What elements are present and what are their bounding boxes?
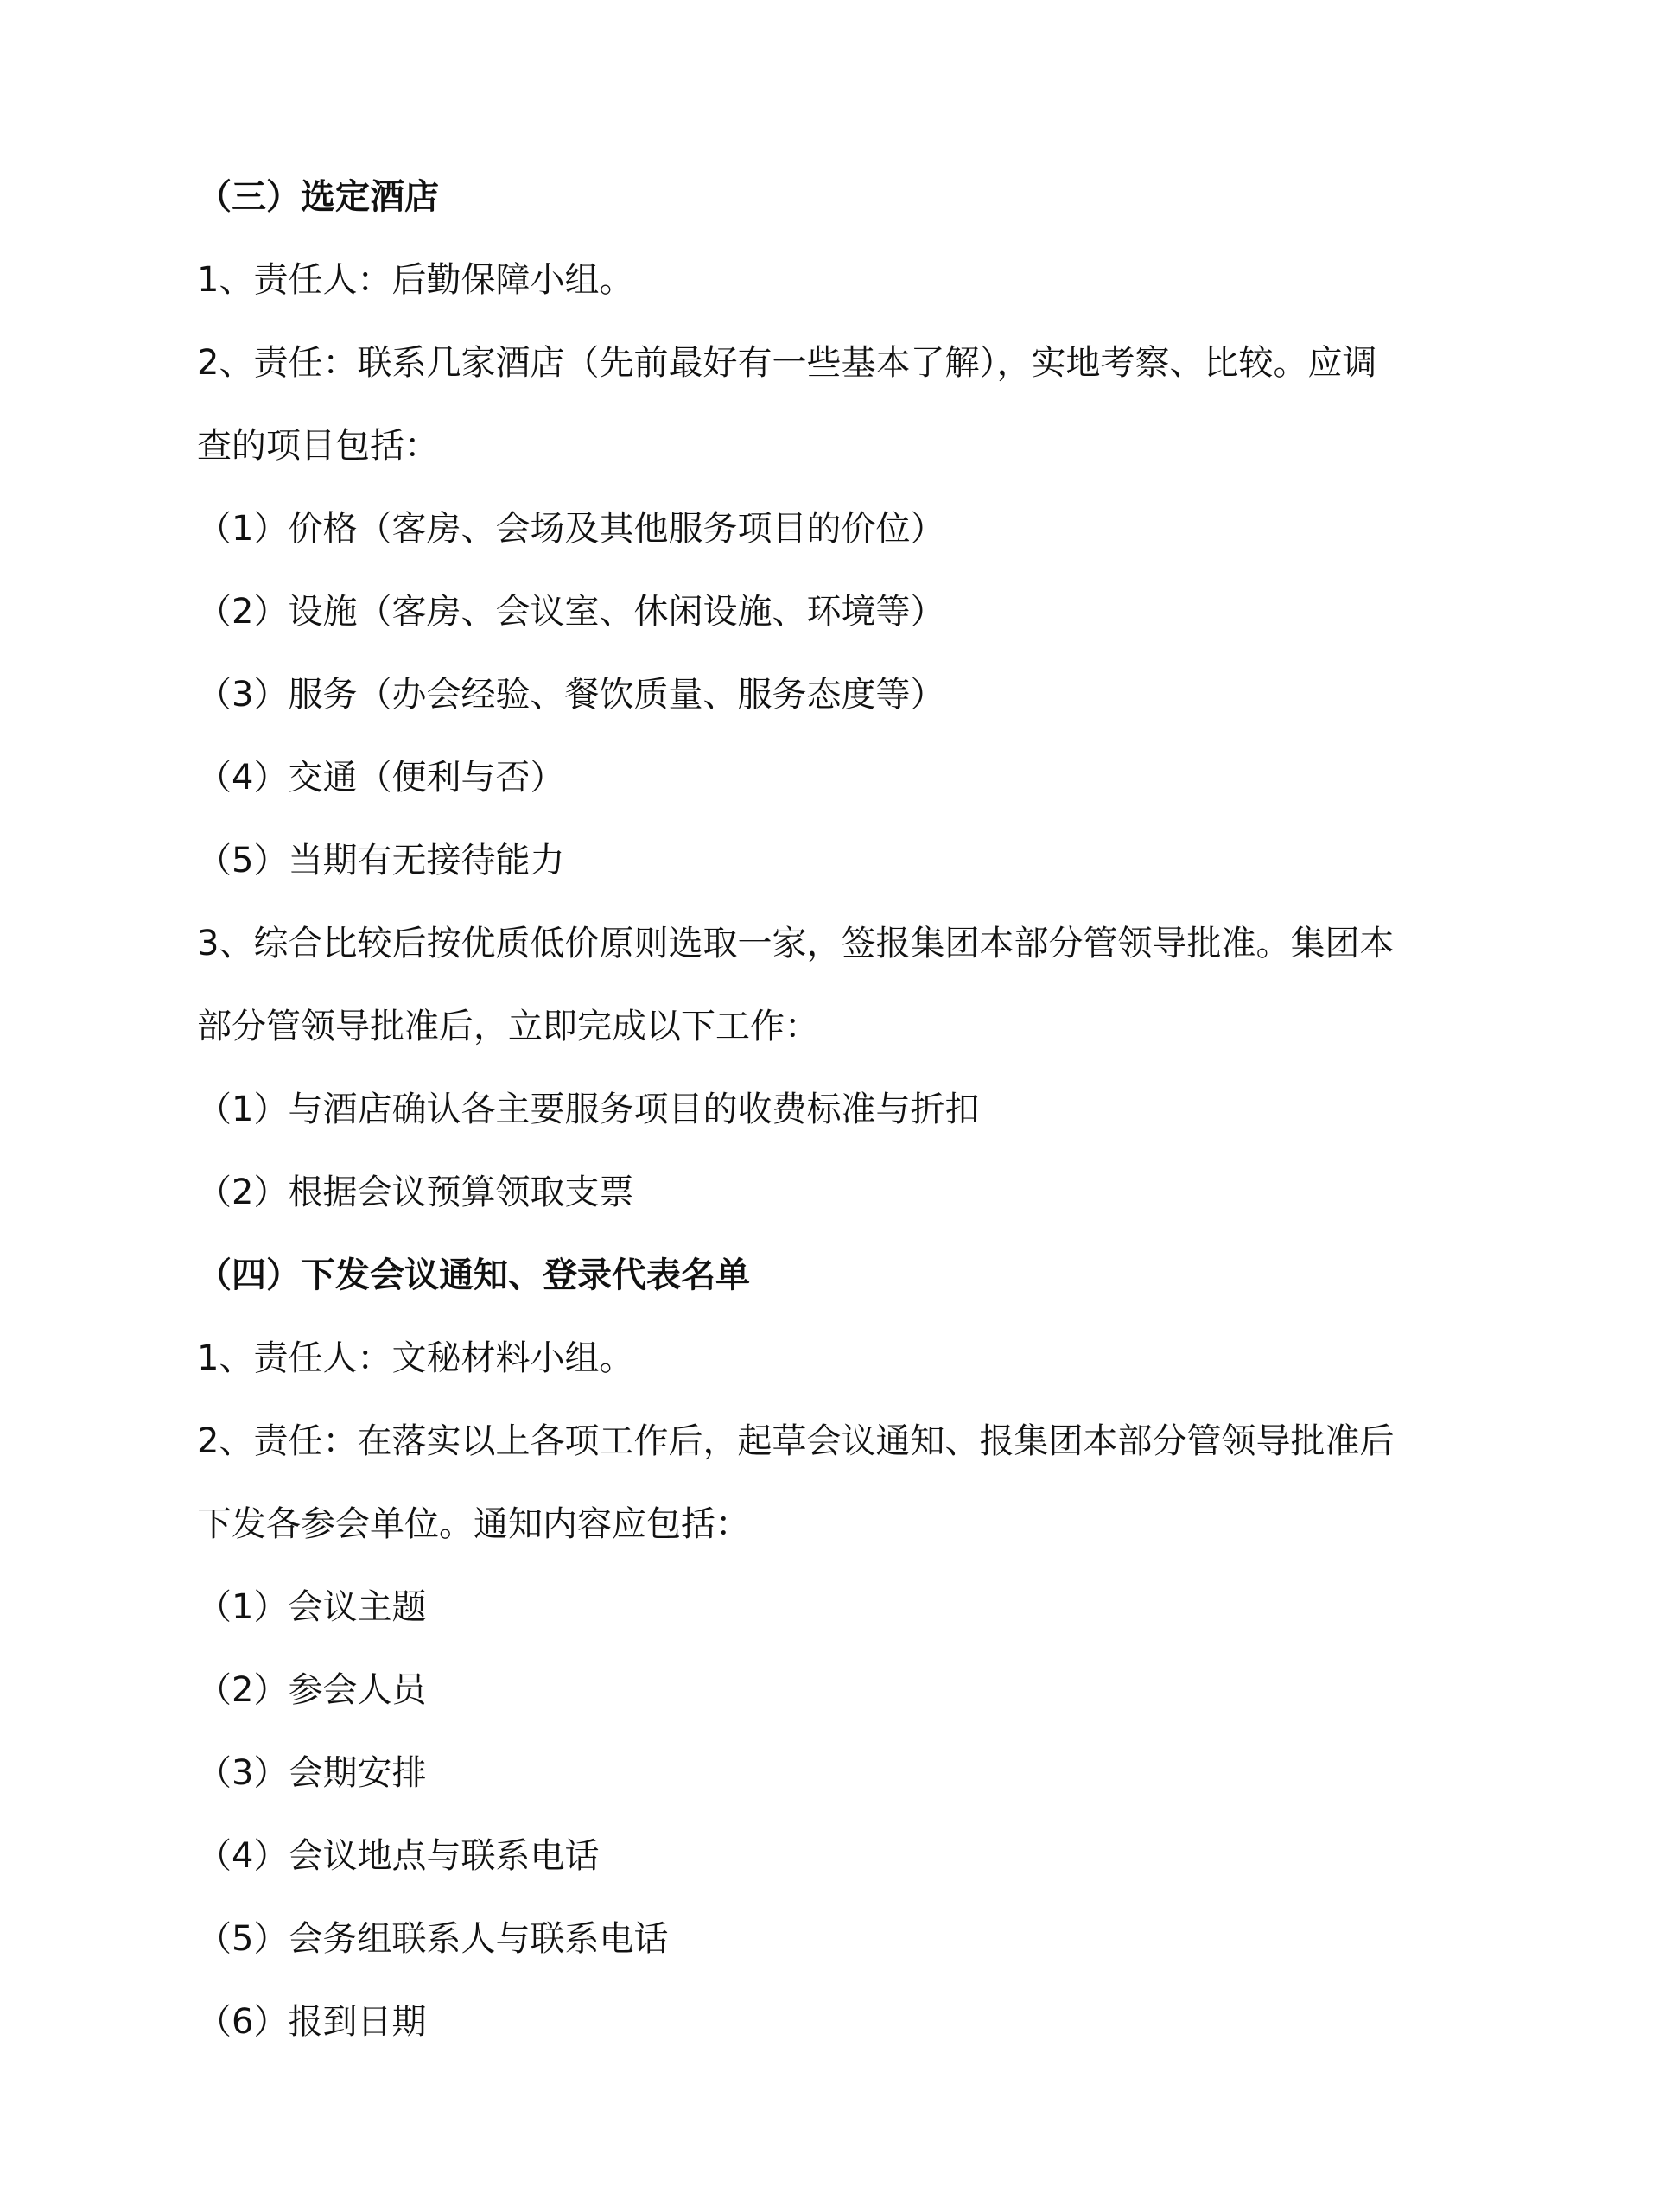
- list-item: （1）价格（客房、会场及其他服务项目的价位）: [197, 509, 945, 549]
- list-item: （4）交通（便利与否）: [197, 758, 565, 798]
- list-item: （3）会期安排: [197, 1753, 427, 1793]
- paragraph-line: 1、责任人：文秘材料小组。: [197, 1338, 634, 1378]
- paragraph-line: 下发各参会单位。通知内容应包括：: [197, 1504, 750, 1544]
- list-item: （5）会务组联系人与联系电话: [197, 1919, 669, 1959]
- section-heading-meeting-notice: （四）下发会议通知、登录代表名单: [197, 1255, 750, 1295]
- list-item: （3）服务（办会经验、餐饮质量、服务态度等）: [197, 675, 945, 715]
- list-item: （1）与酒店确认各主要服务项目的收费标准与折扣: [197, 1090, 980, 1129]
- list-item: （1）会议主题: [197, 1587, 427, 1627]
- list-item: （2）设施（客房、会议室、休闲设施、环境等）: [197, 592, 945, 632]
- document-body: [197, 156, 1510, 2063]
- list-item: （2）根据会议预算领取支票: [197, 1173, 634, 1212]
- list-item: （2）参会人员: [197, 1670, 427, 1710]
- list-item: （6）报到日期: [197, 2002, 427, 2042]
- paragraph-line: 2、责任：在落实以上各项工作后，起草会议通知、报集团本部分管领导批准后: [197, 1421, 1395, 1461]
- list-item: （4）会议地点与联系电话: [197, 1836, 600, 1876]
- paragraph-line: 2、责任：联系几家酒店（先前最好有一些基本了解），实地考察、比较。应调: [197, 343, 1377, 383]
- paragraph-line: 查的项目包括：: [197, 426, 439, 466]
- list-item: （5）当期有无接待能力: [197, 841, 565, 880]
- paragraph-line: 部分管领导批准后，立即完成以下工作：: [197, 1007, 819, 1046]
- paragraph-line: 3、综合比较后按优质低价原则选取一家，签报集团本部分管领导批准。集团本: [197, 924, 1395, 963]
- paragraph-line: 1、责任人：后勤保障小组。: [197, 260, 634, 300]
- section-heading-select-hotel: （三）选定酒店: [197, 177, 439, 217]
